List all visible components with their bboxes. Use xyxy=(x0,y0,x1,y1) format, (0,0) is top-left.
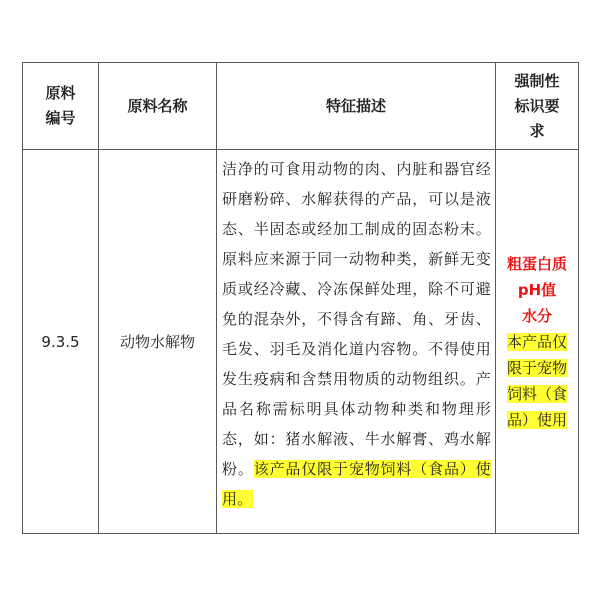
mandatory-label-requirements xyxy=(496,150,579,534)
table-row xyxy=(23,150,579,534)
feed-ingredient-table xyxy=(22,62,579,534)
description-text xyxy=(222,154,491,514)
header-code-line-1: 原料 xyxy=(45,84,76,102)
requirement-ph: pH值 xyxy=(517,280,557,299)
header-name: 原料名称 xyxy=(99,63,217,150)
description-body: 洁净的可食用动物的肉、内脏和器官经研磨粉碎、水解获得的产品，可以是液态、半固态或经加工制成的固态粉末。原料应来源于同一动物种类，新鲜无变质或经冷藏、冷冻保鲜处理，除不可避免的混杂外，不得含有蹄、角、牙齿、毛发、羽毛及消化道内容物。不得使用发生疫病和含禁用物质的动物组织。产品名称需标明具体动物种类和物理形态，如：猪水解液、牛水解膏、鸡水解粉。 xyxy=(222,160,491,478)
header-code-line-2: 编号 xyxy=(45,109,76,127)
description-highlight: 该产品仅限于宠物饲料（食品）使用。 xyxy=(222,460,491,508)
header-requirements xyxy=(496,63,579,150)
header-req-line-3: 求 xyxy=(529,121,545,140)
header-req-line-1: 强制性 xyxy=(514,71,560,90)
header-code xyxy=(23,63,99,150)
requirement-crude-protein: 粗蛋白质 xyxy=(506,254,567,273)
header-req-line-2: 标识要 xyxy=(514,96,560,115)
ingredient-code: 9.3.5 xyxy=(23,150,99,534)
header-description: 特征描述 xyxy=(217,63,496,150)
ingredient-description xyxy=(217,150,496,534)
ingredient-name: 动物水解物 xyxy=(99,150,217,534)
header-row xyxy=(23,63,579,150)
requirement-moisture: 水分 xyxy=(521,306,552,325)
requirement-note: 本产品仅限于宠物饲料（食品）使用 xyxy=(506,332,567,429)
